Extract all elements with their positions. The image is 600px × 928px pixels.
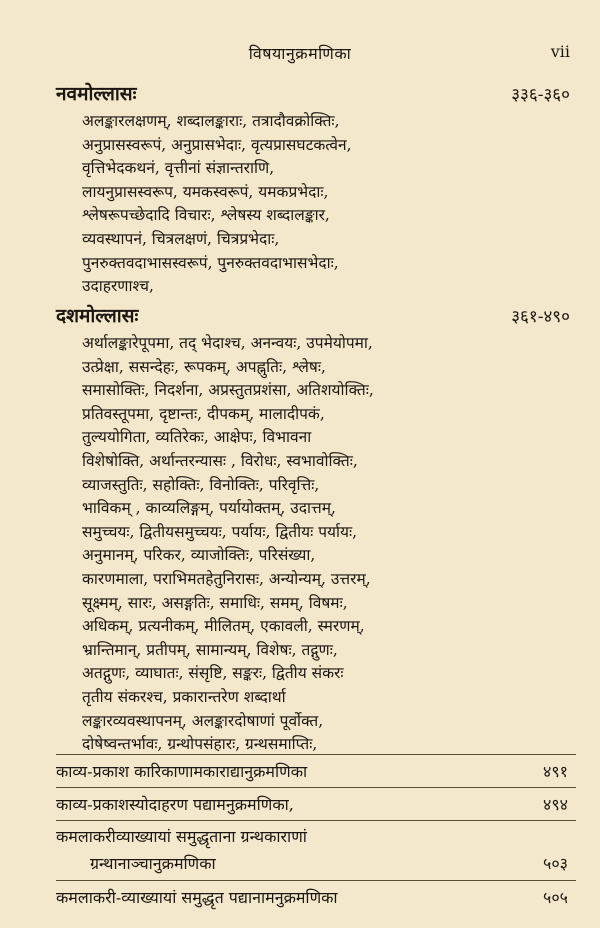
topic-line: व्याजस्तुतिः, सहोक्तिः, विनोक्तिः, परिवृत्तिः, xyxy=(82,475,320,494)
chapter-title: दशमोल्लासः xyxy=(56,305,139,327)
divider xyxy=(56,820,576,821)
appendix-page: ४९१ xyxy=(543,762,568,781)
appendix-entry xyxy=(56,852,576,874)
topic-line: प्रतिवस्तूपमा, दृष्टान्तः, दीपकम्, मालादीपकं, xyxy=(82,404,325,423)
chapter-topics xyxy=(82,110,532,299)
chapter-dashama xyxy=(56,302,576,757)
topic-line: लायनुप्रासस्वरूप, यमकस्वरूपं, यमकप्रभेदाः, xyxy=(82,182,329,201)
appendix-title-line2: ग्रन्थानाञ्चानुक्रमणिका xyxy=(90,854,216,873)
page-number: vii xyxy=(550,42,570,61)
chapter-page-range: ३६१-४९० xyxy=(511,307,570,327)
topic-line: वृत्तिभेदकथनं, वृत्तीनां संज्ञान्तराणि, xyxy=(82,159,275,178)
divider xyxy=(56,880,576,881)
topic-line: तृतीय संकरश्च, प्रकारान्तरेण शब्दार्था xyxy=(82,687,286,706)
chapter-page-range: ३३६-३६० xyxy=(511,85,570,105)
topic-line: पुनरुक्तवदाभासस्वरूपं, पुनरुक्तवदाभासभेदाः, xyxy=(82,253,339,272)
topic-line: अलङ्कारलक्षणम्, शब्दालङ्काराः, तत्रादौवक्रोक्तिः, xyxy=(82,112,340,130)
topic-line: अर्थालङ्कारेपूपमा, तद् भेदाश्च, अनन्वयः, उपमेयोपमा, xyxy=(82,334,373,352)
topic-line: अनुमानम्, परिकर, व्याजोक्तिः, परिसंख्या, xyxy=(82,546,316,565)
topic-line: उत्प्रेक्षा, ससन्देहः, रूपकम्, अपह्नुतिः, श्लेषः, xyxy=(82,357,326,376)
topic-line: श्लेषरूपच्छेदादि विचारः, श्लेषस्य शब्दालङ्कार, xyxy=(82,206,330,225)
topic-line: भ्रान्तिमान्, प्रतीपम्, सामान्यम्, विशेषः, तद्गुणः, xyxy=(82,640,338,659)
appendix-entry xyxy=(56,793,576,815)
appendix-entry xyxy=(56,760,576,782)
topic-line: भाविकम् , काव्यलिङ्गम्, पर्यायोक्तम्, उदात्तम्, xyxy=(82,499,336,518)
chapter-heading xyxy=(56,302,576,332)
topic-line: लङ्कारव्यवस्थापनम्, अलङ्कारदोषाणां पूर्वोक्त, xyxy=(82,711,324,730)
chapter-heading xyxy=(56,80,576,110)
chapter-topics xyxy=(82,332,532,757)
appendix-entry-heading xyxy=(56,825,576,847)
topic-line: व्यवस्थापनं, चित्रलक्षणं, चित्रप्रभेदाः, xyxy=(82,229,280,248)
topic-line: अनुप्रासस्वरूपं, अनुप्रासभेदाः, वृत्यप्रासघटकत्वेन, xyxy=(82,135,352,154)
topic-line: अधिकम्, प्रत्यनीकम्, मीलितम्, एकावली, स्मरणम्, xyxy=(82,617,365,636)
topic-line: अतद्गुणः, व्याघातः, संसृष्टि, सङ्करः, द्वितीय संकरः xyxy=(82,664,344,683)
running-title: विषयानुक्रमणिका xyxy=(248,44,352,63)
appendix-page: ५०३ xyxy=(543,854,568,873)
appendix-page: ४९४ xyxy=(543,795,568,814)
divider xyxy=(56,754,576,755)
chapter-title: नवमोल्लासः xyxy=(56,83,137,105)
topic-line: सूक्ष्मम्, सारः, असङ्गतिः, समाधिः, समम्, विषमः, xyxy=(82,593,348,612)
topic-line: दोषेष्वन्तर्भावः, ग्रन्थोपसंहारः, ग्रन्थसमाप्तिः, xyxy=(82,735,318,754)
appendix-entry xyxy=(56,886,576,908)
topic-line: समासोक्तिः, निदर्शना, अप्रस्तुतप्रशंसा, अतिशयोक्तिः, xyxy=(82,381,374,400)
appendix-title-line1: कमलाकरीव्याख्यायां समुद्धृताना ग्रन्थकाराणां xyxy=(56,827,307,846)
topic-line: समुच्चयः, द्वितीयसमुच्चयः, पर्यायः, द्वितीयः पर्यायः, xyxy=(82,522,358,541)
chapter-navama xyxy=(56,80,576,299)
divider xyxy=(56,787,576,788)
appendix-title: काव्य-प्रकाश कारिकाणामकाराद्यानुक्रमणिका xyxy=(56,762,308,781)
topic-line: कारणमाला, पराभिमतहेतुनिरासः, अन्योन्यम्, उत्तरम्, xyxy=(82,569,371,588)
appendix-title: काव्य-प्रकाशस्योदाहरण पद्यामनुक्रमणिका, xyxy=(56,795,294,814)
appendix-title: कमलाकरी-व्याख्यायां समुद्धृत पद्यानामनुक्रमणिका xyxy=(56,888,338,907)
topic-line: उदाहरणाश्च, xyxy=(82,277,154,296)
topic-line: तुल्ययोगिता, व्यतिरेकः, आक्षेपः, विभावना xyxy=(82,428,312,447)
appendix-page: ५०५ xyxy=(543,888,568,907)
topic-line: विशेषोक्ति, अर्थान्तरन्यासः , विरोधः, स्वभावोक्तिः, xyxy=(82,451,358,470)
